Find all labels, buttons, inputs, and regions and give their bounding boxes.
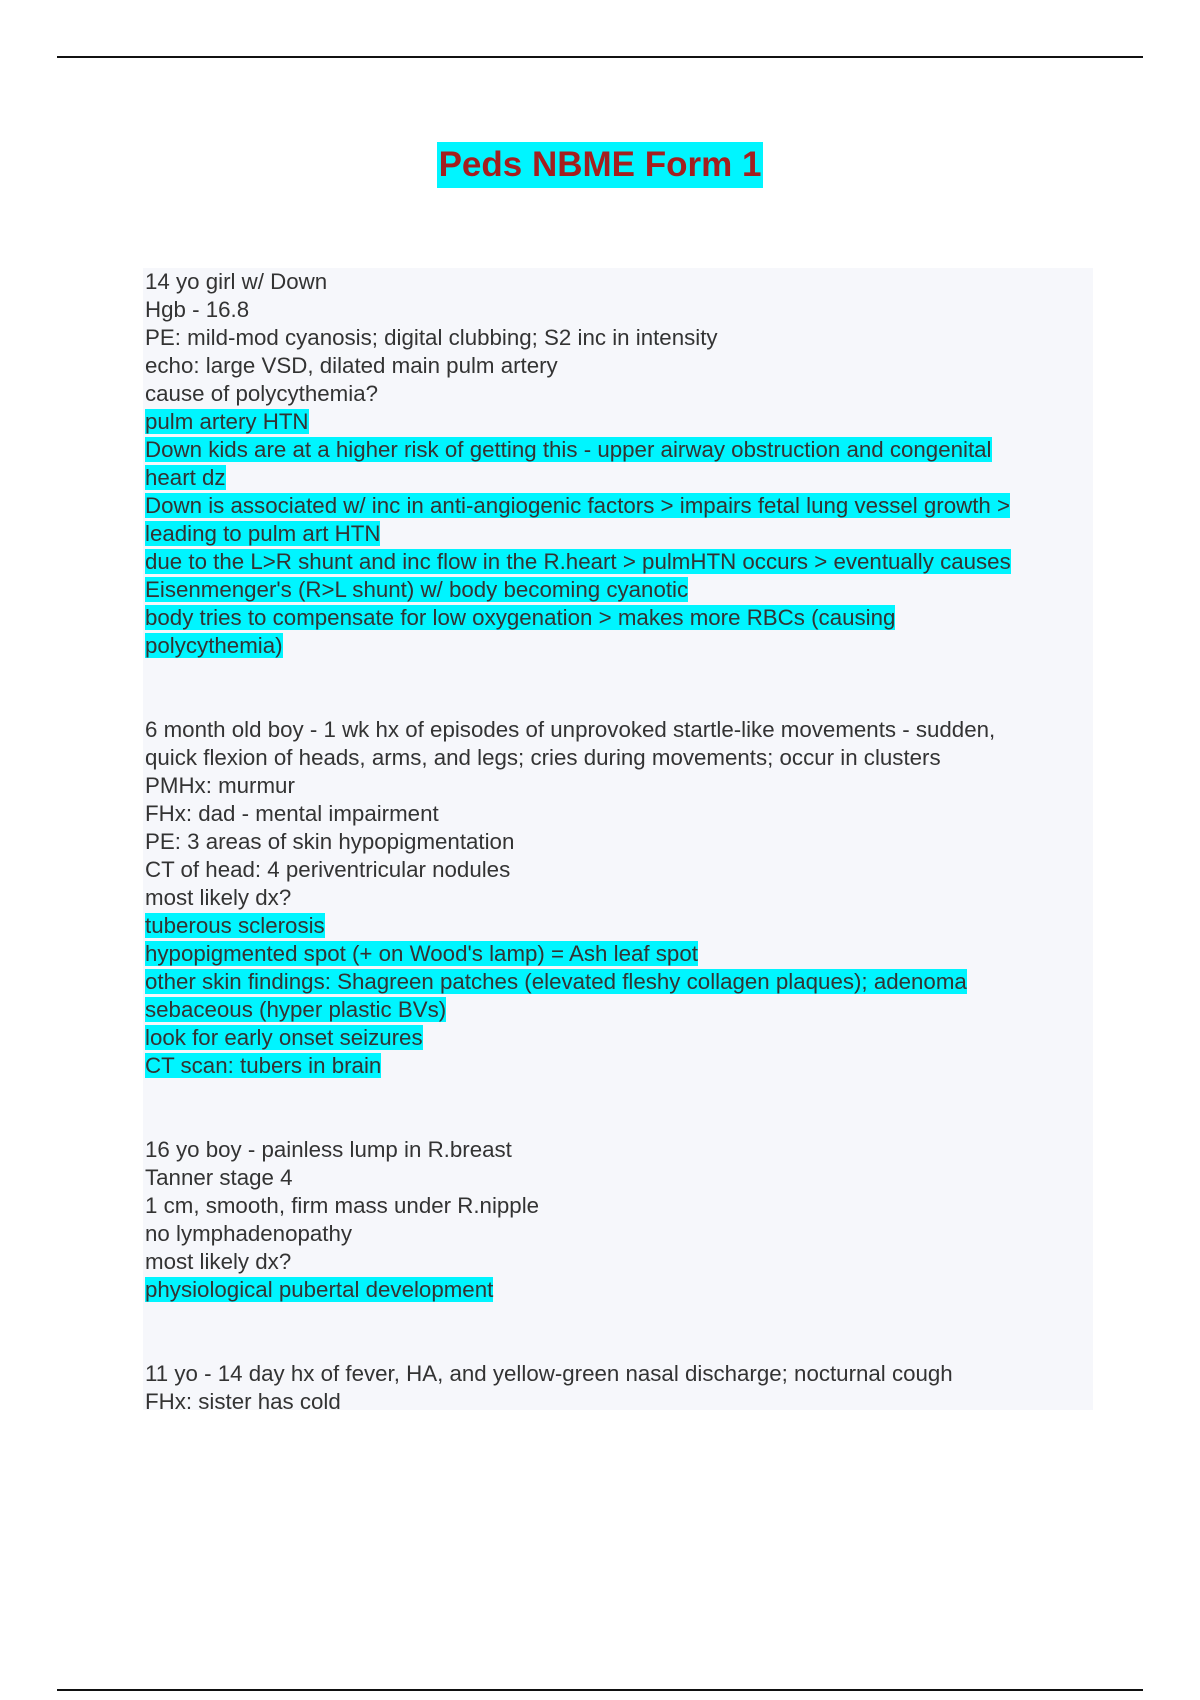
top-rule xyxy=(57,56,1143,58)
case-stem-line: Tanner stage 4 xyxy=(145,1165,293,1190)
answer-highlight-line: pulm artery HTN xyxy=(145,409,309,434)
case-block xyxy=(145,1136,1090,1304)
answer-highlight-line: body tries to compensate for low oxygenation > makes more RBCs (causing xyxy=(145,605,896,630)
answer-highlight-line: heart dz xyxy=(145,465,226,490)
case-stem-line: no lymphadenopathy xyxy=(145,1221,353,1246)
case-stem-line: CT of head: 4 periventricular nodules xyxy=(145,857,511,882)
case-stem-line: 16 yo boy - painless lump in R.breast xyxy=(145,1137,512,1162)
case-stem-line: 14 yo girl w/ Down xyxy=(145,269,328,294)
case-block xyxy=(145,268,1090,660)
case-stem-line: Hgb - 16.8 xyxy=(145,297,250,322)
answer-highlight-line: Down kids are at a higher risk of getting this - upper airway obstruction and congenital xyxy=(145,437,992,462)
case-block xyxy=(145,716,1090,1080)
case-stem-line: FHx: sister has cold xyxy=(145,1389,341,1414)
case-stem-line: most likely dx? xyxy=(145,885,292,910)
case-block xyxy=(145,1360,1090,1416)
case-stem-line: 1 cm, smooth, firm mass under R.nipple xyxy=(145,1193,540,1218)
answer-highlight-line: polycythemia) xyxy=(145,633,283,658)
case-stem-line: cause of polycythemia? xyxy=(145,381,379,406)
case-stem-line: quick flexion of heads, arms, and legs; cries during movements; occur in clusters xyxy=(145,745,941,770)
answer-highlight-line: physiological pubertal development xyxy=(145,1277,494,1302)
bottom-rule xyxy=(57,1689,1143,1691)
answer-highlight-line: tuberous sclerosis xyxy=(145,913,325,938)
case-stem-line: 11 yo - 14 day hx of fever, HA, and yellow-green nasal discharge; nocturnal cough xyxy=(145,1361,953,1386)
title-container xyxy=(0,142,1200,188)
case-stem-line: echo: large VSD, dilated main pulm artery xyxy=(145,353,558,378)
page-title: Peds NBME Form 1 xyxy=(437,142,764,188)
answer-highlight-line: other skin findings: Shagreen patches (elevated fleshy collagen plaques); adenoma xyxy=(145,969,967,994)
case-stem-line: PE: 3 areas of skin hypopigmentation xyxy=(145,829,515,854)
answer-highlight-line: look for early onset seizures xyxy=(145,1025,423,1050)
case-content xyxy=(145,268,1090,1416)
answer-highlight-line: due to the L>R shunt and inc flow in the R.heart > pulmHTN occurs > eventually causes xyxy=(145,549,1011,574)
case-stem-line: FHx: dad - mental impairment xyxy=(145,801,439,826)
answer-highlight-line: Down is associated w/ inc in anti-angiogenic factors > impairs fetal lung vessel growth > xyxy=(145,493,1011,518)
answer-highlight-line: Eisenmenger's (R>L shunt) w/ body becoming cyanotic xyxy=(145,577,689,602)
answer-highlight-line: CT scan: tubers in brain xyxy=(145,1053,382,1078)
case-stem-line: PMHx: murmur xyxy=(145,773,295,798)
case-stem-line: most likely dx? xyxy=(145,1249,292,1274)
answer-highlight-line: sebaceous (hyper plastic BVs) xyxy=(145,997,447,1022)
answer-highlight-line: leading to pulm art HTN xyxy=(145,521,381,546)
case-stem-line: 6 month old boy - 1 wk hx of episodes of unprovoked startle-like movements - sudden, xyxy=(145,717,996,742)
case-stem-line: PE: mild-mod cyanosis; digital clubbing; S2 inc in intensity xyxy=(145,325,718,350)
answer-highlight-line: hypopigmented spot (+ on Wood's lamp) = Ash leaf spot xyxy=(145,941,698,966)
